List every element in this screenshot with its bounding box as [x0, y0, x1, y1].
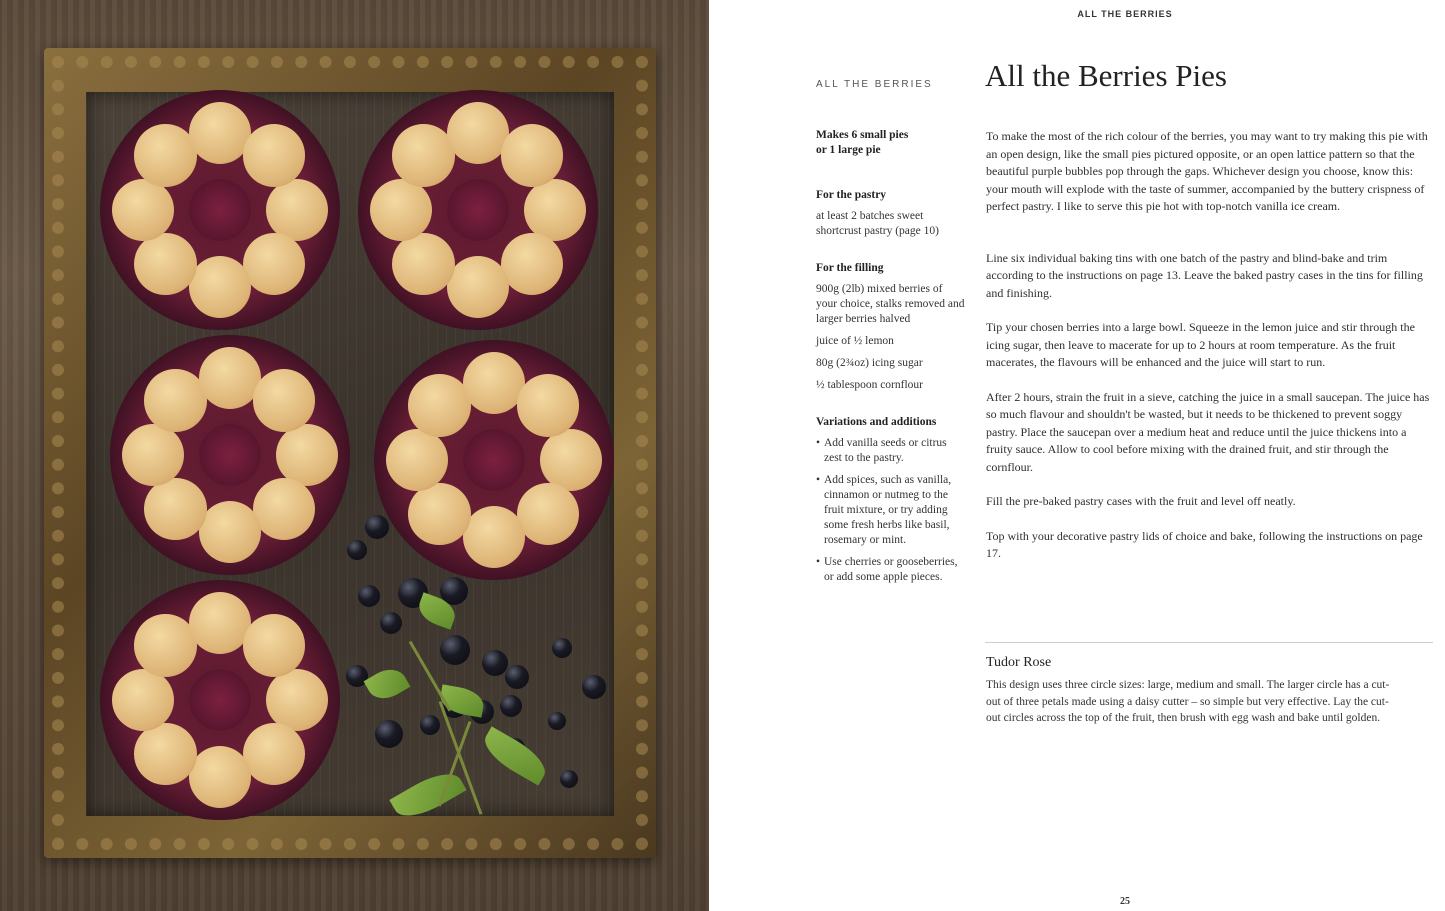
blackcurrant — [365, 515, 389, 539]
page-number: 25 — [1120, 896, 1130, 907]
blackcurrant — [500, 695, 522, 717]
pastry-petal — [408, 483, 470, 545]
berry-pie — [374, 340, 614, 580]
pastry-petal — [370, 179, 432, 241]
ingredient-item: at least 2 batches sweet shortcrust pastry (page 10) — [816, 210, 939, 237]
method-text — [986, 128, 1432, 580]
pastry-petal — [517, 374, 579, 436]
ingredient-item: ½ tablespoon cornflour — [816, 379, 923, 391]
blackcurrant — [347, 540, 367, 560]
blackcurrant — [375, 720, 403, 748]
recipe-title: All the Berries Pies — [985, 58, 1227, 93]
method-step: Top with your decorative pastry lids of choice and bake, following the instructions on page 17. — [986, 528, 1423, 560]
ingredient-item: 80g (2¾oz) icing sugar — [816, 357, 923, 369]
blackcurrant — [548, 712, 566, 730]
pastry-petal — [386, 429, 448, 491]
variation-item: • Add spices, such as vanilla, cinnamon or nutmeg to the fruit mixture, or try adding some fresh herbs like basil, rosemary or mint. — [816, 473, 966, 548]
filling-section — [816, 261, 966, 393]
pastry-petal — [189, 102, 251, 164]
blackcurrant — [552, 638, 572, 658]
pastry-petal — [144, 369, 206, 431]
blackcurrant — [582, 675, 606, 699]
ingredients-sidebar — [816, 128, 966, 607]
blackcurrant — [560, 770, 578, 788]
pastry-petal — [243, 723, 305, 785]
pastry-petal — [134, 614, 196, 676]
pastry-petal — [266, 179, 328, 241]
pastry-petal — [199, 347, 261, 409]
pastry-petal — [517, 483, 579, 545]
pastry-petal — [189, 746, 251, 808]
tip-title: Tudor Rose — [986, 655, 1052, 670]
berry-pie — [358, 90, 598, 330]
recipe-photo — [0, 0, 709, 911]
blackcurrant — [380, 612, 402, 634]
pastry-petal — [501, 233, 563, 295]
berry-pie — [110, 335, 350, 575]
variations-heading: Variations and additions — [816, 416, 937, 428]
ingredient-item: juice of ½ lemon — [816, 335, 894, 347]
ingredient-item: 900g (2lb) mixed berries of your choice, stalks removed and larger berries halved — [816, 283, 965, 325]
pastry-section — [816, 188, 966, 239]
pastry-petal — [112, 179, 174, 241]
pie-center — [189, 669, 251, 731]
blackcurrant — [358, 585, 380, 607]
pie-center — [463, 429, 525, 491]
pastry-petal — [199, 501, 261, 563]
berry-pie — [100, 580, 340, 820]
pastry-petal — [463, 352, 525, 414]
pastry-petal — [276, 424, 338, 486]
blackcurrant — [440, 635, 470, 665]
method-step: Line six individual baking tins with one batch of the pastry and blind-bake and trim according to the instructions on page 13. Leave the baked pastry cases in the tins for filling and finishing. — [986, 250, 1423, 300]
pastry-petal — [501, 124, 563, 186]
pie-center — [447, 179, 509, 241]
variation-item: • Use cherries or gooseberries, or add some apple pieces. — [816, 555, 966, 585]
pastry-petal — [447, 102, 509, 164]
pastry-petal — [463, 506, 525, 568]
method-step: Tip your chosen berries into a large bowl. Squeeze in the lemon juice and stir through the icing sugar, then leave to macerate for up to 2 hours at room temperature. As the fruit macerates, the flavours will be enhanced and the juice will start to run. — [986, 320, 1415, 369]
pastry-petal — [189, 256, 251, 318]
pastry-petal — [540, 429, 602, 491]
filling-heading: For the filling — [816, 262, 884, 274]
variation-item: • Add vanilla seeds or citrus zest to the pastry. — [816, 436, 966, 466]
pastry-petal — [447, 256, 509, 318]
pastry-petal — [243, 124, 305, 186]
variations-section — [816, 415, 966, 585]
intro-paragraph: To make the most of the rich colour of the berries, you may want to try making this pie with an open design, like the small pies pictured opposite, or an open lattice pattern so that the beautiful purple bubbles pop through the gaps. Whichever design you choose, know this: your mouth will explode with the taste of summer, accompanied by the buttery crispness of perfect pastry. I like to serve this pie hot with top-notch vanilla ice cream. — [986, 129, 1428, 213]
pastry-petal — [392, 124, 454, 186]
tip-text: This design uses three circle sizes: large, medium and small. The larger circle has a cut-out of three petals made using a daisy cutter – so simple but very effective. Lay the cut-out circles across the top of the fruit, then brush with egg wash and bake until golden. — [986, 679, 1390, 724]
pastry-petal — [189, 592, 251, 654]
blackcurrant — [505, 665, 529, 689]
pastry-petal — [524, 179, 586, 241]
pastry-petal — [144, 478, 206, 540]
method-step: Fill the pre-baked pastry cases with the fruit and level off neatly. — [986, 494, 1296, 508]
pastry-petal — [253, 478, 315, 540]
running-head: ALL THE BERRIES — [1077, 9, 1173, 19]
yield-line-2: or 1 large pie — [816, 144, 881, 156]
pastry-petal — [122, 424, 184, 486]
divider — [985, 642, 1433, 643]
pastry-petal — [392, 233, 454, 295]
chapter-label: ALL THE BERRIES — [816, 79, 933, 90]
berry-pie — [100, 90, 340, 330]
pastry-heading: For the pastry — [816, 189, 887, 201]
pastry-petal — [266, 669, 328, 731]
pastry-petal — [112, 669, 174, 731]
blackcurrant — [420, 715, 440, 735]
pastry-petal — [134, 723, 196, 785]
pastry-petal — [134, 233, 196, 295]
pastry-petal — [134, 124, 196, 186]
pastry-petal — [408, 374, 470, 436]
pastry-petal — [243, 233, 305, 295]
pie-center — [199, 424, 261, 486]
pastry-petal — [253, 369, 315, 431]
yield-line-1: Makes 6 small pies — [816, 129, 909, 141]
blackcurrant — [482, 650, 508, 676]
pastry-petal — [243, 614, 305, 676]
method-step: After 2 hours, strain the fruit in a sieve, catching the juice in a small saucepan. The juice has so much flavour and shouldn't be wasted, but it needs to be thickened to prevent soggy pastry. Place the saucepan over a medium heat and reduce until the juice thickens into a fruity sauce. Allow to cool before mixing with the drained fruit, and stir through the cornflour. — [986, 389, 1430, 474]
pie-center — [189, 179, 251, 241]
